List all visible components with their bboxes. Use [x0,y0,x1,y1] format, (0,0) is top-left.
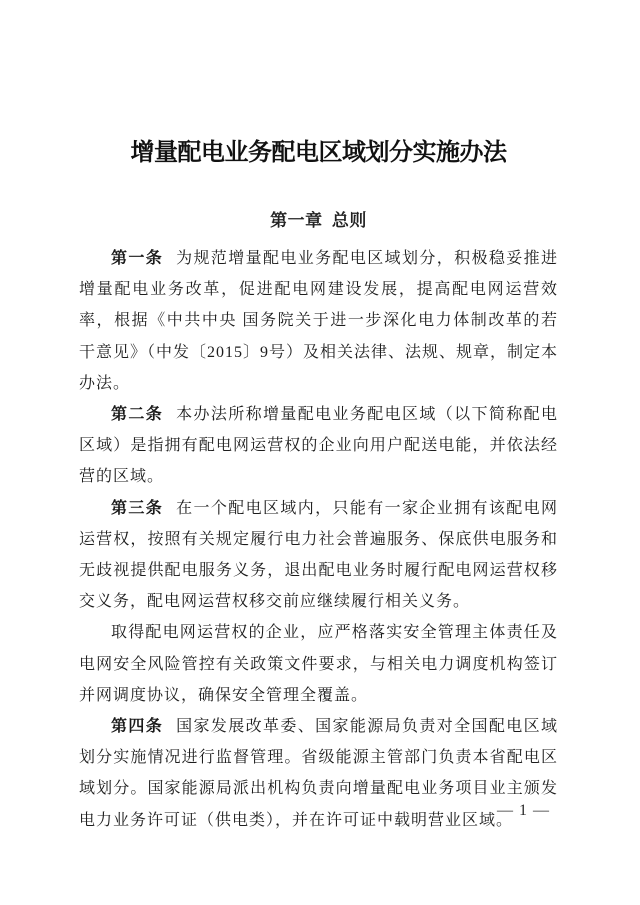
chapter-heading: 第一章 总则 [270,211,367,230]
paragraph-text: 本办法所称增量配电业务配电区域（以下简称配电区域）是指拥有配电网运营权的企业向用户配送电能，并依法经营的区域。 [79,406,558,486]
paragraph [79,399,558,493]
article-number: 第四条 [111,718,164,736]
paragraph-text: 在一个配电区域内，只能有一家企业拥有该配电网运营权，按照有关规定履行电力社会普遍服务、保底供电服务和无歧视提供配电服务义务，退出配电业务时履行配电网运营权移交义务，配电网运营权移交前应继续履行相关义务。 [79,499,558,611]
article-number: 第一条 [111,250,164,267]
paragraph [79,243,558,399]
paragraph-text: 为规范增量配电业务配电区域划分，积极稳妥推进增量配电业务改革，促进配电网建设发展，提高配电网运营效率，根据《中共中央 国务院关于进一步深化电力体制改革的若干意见》（中发〔2015〕9号）及相关法律、法规、规章，制定本办法。 [79,250,559,392]
paragraph [79,493,558,618]
article-number: 第三条 [111,499,164,517]
paragraph-text: 取得配电网运营权的企业，应严格落实安全管理主体责任及电网安全风险管控有关政策文件要求，与相关电力调度机构签订并网调度协议，确保安全管理全覆盖。 [79,624,558,704]
paragraph-text: 国家发展改革委、国家能源局负责对全国配电区域划分实施情况进行监督管理。省级能源主管部门负责本省配电区域划分。国家能源局派出机构负责向增量配电业务项目业主颁发电力业务许可证（供电类），并在许可证中载明营业区域。 [79,718,558,829]
paragraph [79,617,558,711]
document-body [79,243,558,836]
document-title: 增量配电业务配电区域划分实施办法 [130,140,507,166]
paragraph [79,711,558,836]
page-number: — 1 — [497,802,550,819]
article-number: 第二条 [111,406,164,424]
